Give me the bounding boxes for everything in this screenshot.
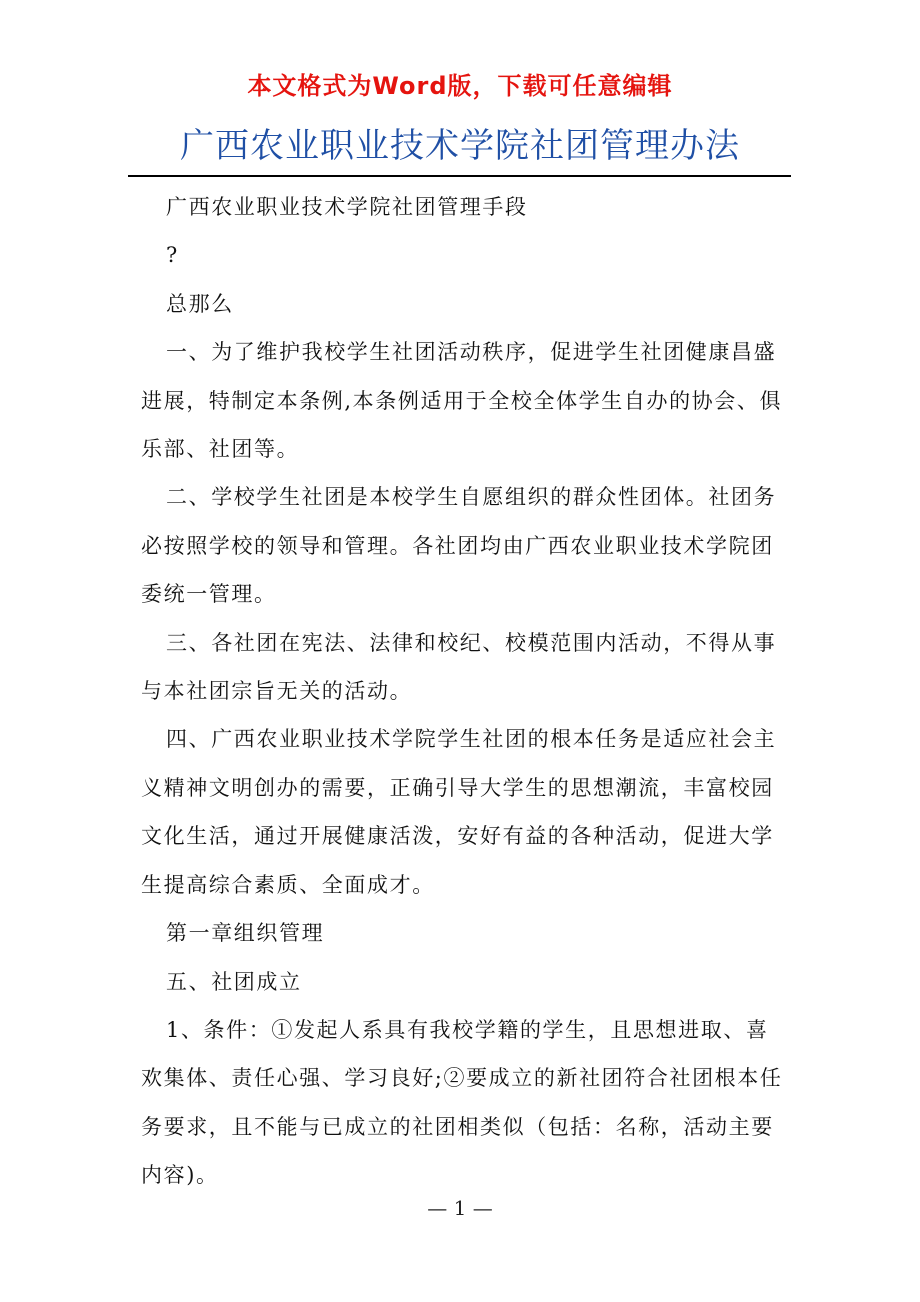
paragraph-general-heading: 总那么 bbox=[166, 291, 234, 316]
paragraph-article-2: 二、学校学生社团是本校学生自愿组织的群众性团体。社团务必按照学校的领导和管理。各社团均由广西农业职业技术学院团委统一管理。 bbox=[141, 485, 777, 607]
paragraph-subtitle: 广西农业职业技术学院社团管理手段 bbox=[166, 195, 528, 219]
paragraph-article-5: 五、社团成立 bbox=[166, 969, 302, 994]
document-body bbox=[141, 183, 789, 1200]
paragraph-article-4: 四、广西农业职业技术学院学生社团的根本任务是适应社会主义精神文明创办的需要，正确引导大学生的思想潮流，丰富校园文化生活，通过开展健康活泼，安好有益的各种活动，促进大学生提高综合素质、全面成才。 bbox=[141, 727, 777, 897]
document-title: 广西农业职业技术学院社团管理办法 bbox=[180, 126, 740, 166]
paragraph-article-3: 三、各社团在宪法、法律和校纪、校模范围内活动，不得从事与本社团宗旨无关的活动。 bbox=[141, 630, 777, 704]
title-divider bbox=[128, 175, 791, 177]
paragraph-placeholder: ? bbox=[166, 243, 179, 268]
download-banner: 本文格式为Word版，下载可任意编辑 bbox=[247, 72, 673, 100]
paragraph-chapter-1-heading: 第一章组织管理 bbox=[166, 921, 325, 946]
page-number: — 1 — bbox=[427, 1196, 493, 1220]
paragraph-conditions: 1、条件：①发起人系具有我校学籍的学生，且思想进取、喜欢集体、责任心强、学习良好;②要成立的新社团符合社团根本任务要求，且不能与已成立的社团相类似（包括：名称，活动主要内容)。 bbox=[141, 1017, 783, 1188]
paragraph-article-1: 一、为了维护我校学生社团活动秩序，促进学生社团健康昌盛进展，特制定本条例,本条例适用于全校全体学生自办的协会、俱乐部、社团等。 bbox=[141, 340, 783, 462]
